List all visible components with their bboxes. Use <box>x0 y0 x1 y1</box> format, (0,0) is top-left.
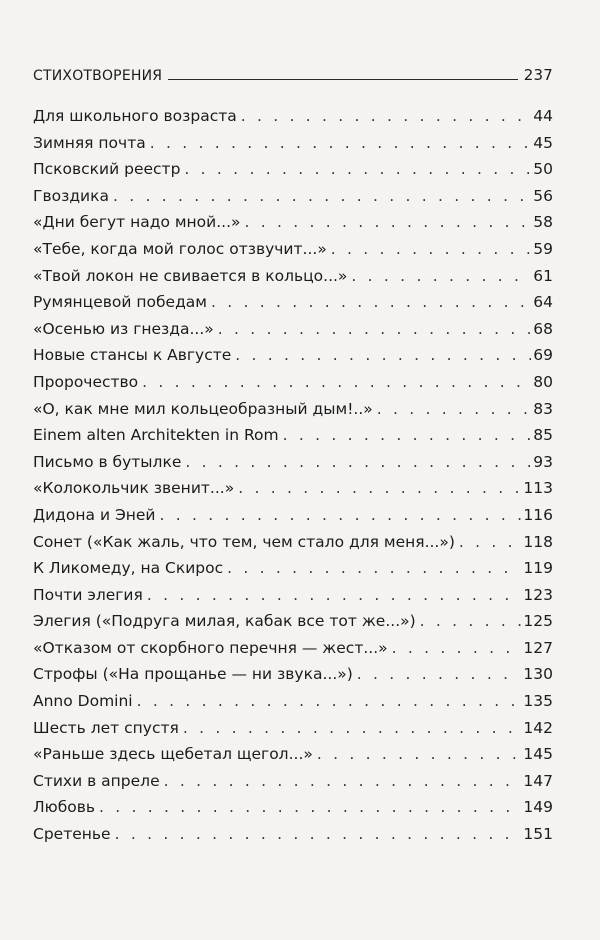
dot-leader <box>184 156 531 183</box>
toc-entry-page: 142 <box>523 718 553 737</box>
toc-entry-page: 44 <box>533 107 553 125</box>
toc-entry-page: 123 <box>523 585 553 604</box>
toc-entry-page: 93 <box>533 452 553 471</box>
toc-entry-page: 127 <box>523 638 553 657</box>
toc-entry <box>33 183 553 210</box>
toc-entry <box>33 156 553 183</box>
dot-leader <box>235 342 531 369</box>
dot-leader <box>113 183 531 210</box>
toc-entry-page: 45 <box>533 133 553 152</box>
dot-leader <box>245 209 532 236</box>
dot-leader <box>99 794 521 821</box>
toc-entry-title: Письмо в бутылке <box>33 452 182 471</box>
toc-entry-title: Элегия («Подруга милая, кабак все тот же...») <box>33 612 416 631</box>
toc-entry-title: Почти элегия <box>33 585 143 604</box>
toc-entry <box>33 635 553 662</box>
toc-entry-title: Einem alten Architekten in Rom <box>33 426 279 445</box>
dot-leader <box>142 369 531 396</box>
toc-entry-title: Anno Domini <box>33 692 133 711</box>
toc-entry-page: 135 <box>523 692 553 711</box>
toc-entry-page: 116 <box>523 505 553 524</box>
toc-entry-title: Пророчество <box>33 372 139 391</box>
toc-entry <box>33 316 553 343</box>
toc-entry-page: 61 <box>533 266 553 285</box>
section-title: СТИХОТВОРЕНИЯ <box>33 68 163 84</box>
toc-entry-title: Любовь <box>33 798 96 817</box>
toc-entry-page: 130 <box>523 665 553 684</box>
toc-entry-page: 50 <box>533 160 553 179</box>
toc-entry <box>33 608 553 635</box>
dot-leader <box>317 741 522 768</box>
dot-leader <box>392 635 522 662</box>
toc-entry-title: Гвоздика <box>33 186 109 205</box>
table-of-contents <box>33 103 553 848</box>
toc-entry-title: К Ликомеду, на Скирос <box>33 559 224 578</box>
toc-entry <box>33 130 553 157</box>
dot-leader <box>185 449 531 476</box>
toc-entry-title: «Отказом от скорбного перечня — жест...» <box>33 638 388 657</box>
header-rule <box>168 79 518 80</box>
running-header <box>33 60 553 84</box>
toc-entry-title: Шесть лет спустя <box>33 718 179 737</box>
toc-entry-title: «Колокольчик звенит...» <box>33 479 235 498</box>
toc-entry <box>33 688 553 715</box>
page-number: 237 <box>523 66 553 84</box>
dot-leader <box>160 502 522 529</box>
toc-entry-page: 58 <box>533 213 553 232</box>
toc-entry <box>33 475 553 502</box>
toc-entry <box>33 236 553 263</box>
dot-leader <box>218 316 532 343</box>
toc-entry <box>33 555 553 582</box>
toc-entry <box>33 741 553 768</box>
toc-entry-title: Новые стансы к Августе <box>33 346 232 365</box>
dot-leader <box>459 529 522 556</box>
toc-entry-page: 113 <box>523 479 553 498</box>
toc-entry <box>33 502 553 529</box>
toc-entry-page: 80 <box>533 372 553 391</box>
dot-leader <box>351 263 531 290</box>
toc-entry <box>33 768 553 795</box>
toc-entry <box>33 263 553 290</box>
dot-leader <box>183 715 522 742</box>
toc-entry <box>33 342 553 369</box>
dot-leader <box>164 768 522 795</box>
toc-entry-page: 151 <box>523 825 553 844</box>
toc-entry-page: 68 <box>533 319 553 338</box>
dot-leader <box>420 608 522 635</box>
dot-leader <box>115 821 522 848</box>
dot-leader <box>238 475 521 502</box>
toc-entry-title: «О, как мне мил кольцеобразный дым!..» <box>33 399 373 418</box>
dot-leader <box>227 555 521 582</box>
toc-entry <box>33 715 553 742</box>
toc-entry-page: 56 <box>533 186 553 205</box>
dot-leader <box>150 130 532 157</box>
toc-entry <box>33 396 553 423</box>
toc-entry-page: 59 <box>533 239 553 258</box>
toc-entry-title: «Тебе, когда мой голос отзвучит...» <box>33 239 327 258</box>
toc-entry-title: «Дни бегут надо мной...» <box>33 213 241 232</box>
toc-entry-page: 85 <box>533 426 553 445</box>
toc-entry <box>33 422 553 449</box>
toc-entry-page: 118 <box>523 532 553 551</box>
dot-leader <box>137 688 522 715</box>
toc-entry-page: 125 <box>523 612 553 631</box>
toc-entry-title: Зимняя почта <box>33 133 146 152</box>
toc-entry-title: «Раньше здесь щебетал щегол...» <box>33 745 313 764</box>
dot-leader <box>211 289 531 316</box>
toc-entry-title: «Осенью из гнезда...» <box>33 319 214 338</box>
toc-entry-title: Сонет («Как жаль, что тем, чем стало для меня...») <box>33 532 455 551</box>
toc-entry-title: Псковский реестр <box>33 160 181 179</box>
toc-entry-title: «Твой локон не свивается в кольцо...» <box>33 266 348 285</box>
toc-entry <box>33 103 553 130</box>
toc-entry <box>33 369 553 396</box>
toc-entry-page: 119 <box>523 559 553 578</box>
toc-entry-title: Строфы («На прощанье — ни звука...») <box>33 665 353 684</box>
dot-leader <box>357 661 522 688</box>
toc-entry-title: Румянцевой победам <box>33 293 207 312</box>
toc-entry-page: 83 <box>533 399 553 418</box>
toc-entry-page: 145 <box>523 745 553 764</box>
toc-entry <box>33 794 553 821</box>
dot-leader <box>377 396 532 423</box>
toc-entry-title: Стихи в апреле <box>33 771 160 790</box>
toc-entry <box>33 582 553 609</box>
dot-leader <box>147 582 522 609</box>
toc-entry-page: 147 <box>523 771 553 790</box>
toc-entry <box>33 449 553 476</box>
dot-leader <box>241 103 532 130</box>
toc-entry-page: 64 <box>533 293 553 312</box>
toc-entry <box>33 529 553 556</box>
toc-entry <box>33 209 553 236</box>
dot-leader <box>283 422 532 449</box>
toc-entry <box>33 661 553 688</box>
toc-entry <box>33 821 553 848</box>
toc-entry-title: Дидона и Эней <box>33 505 156 524</box>
toc-entry <box>33 289 553 316</box>
toc-entry-page: 149 <box>523 798 553 817</box>
toc-entry-page: 69 <box>533 346 553 365</box>
toc-entry-title: Сретенье <box>33 825 111 844</box>
toc-entry-title: Для школьного возраста <box>33 107 237 125</box>
dot-leader <box>331 236 531 263</box>
